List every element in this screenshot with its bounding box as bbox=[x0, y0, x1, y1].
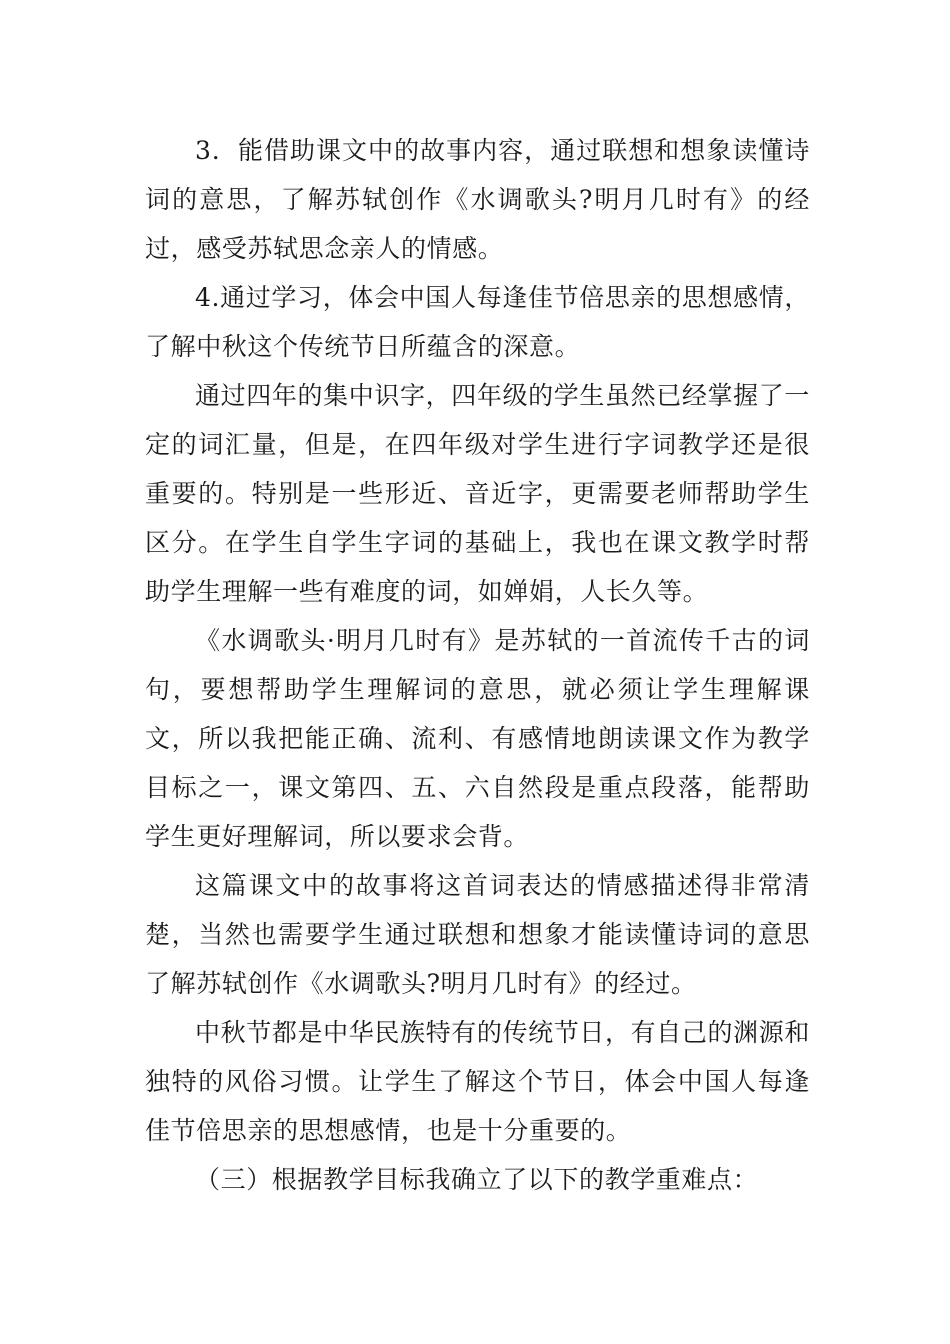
paragraph-vocabulary: 通过四年的集中识字，四年级的学生虽然已经掌握了一定的词汇量，但是，在四年级对学生进行字词教学还是很重要的。特别是一些形近、音近字，更需要老师帮助学生区分。在学生自学生字词的基础上，我也在课文教学时帮助学生理解一些有难度的词，如婵娟，人长久等。 bbox=[145, 381, 810, 606]
paragraph-reading: 《水调歌头·明月几时有》是苏轼的一首流传千古的词句，要想帮助学生理解词的意思，就必须让学生理解课文，所以我把能正确、流利、有感情地朗读课文作为教学目标之一，课文第四、五、六自然段是重点段落，能帮助学生更好理解词，所以要求会背。 bbox=[145, 626, 810, 851]
paragraph-objective-3: 3．能借助课文中的故事内容，通过联想和想象读懂诗词的意思，了解苏轼创作《水调歌头?明月几时有》的经过，感受苏轼思念亲人的情感。 bbox=[145, 136, 810, 263]
document-body bbox=[145, 126, 810, 1204]
paragraph-mid-autumn: 中秋节都是中华民族特有的传统节日，有自己的渊源和独特的风俗习惯。让学生了解这个节日，体会中国人每逢佳节倍思亲的思想感情，也是十分重要的。 bbox=[145, 1018, 810, 1145]
paragraph-story: 这篇课文中的故事将这首词表达的情感描述得非常清楚，当然也需要学生通过联想和想象才能读懂诗词的意思了解苏轼创作《水调歌头?明月几时有》的经过。 bbox=[145, 871, 810, 998]
paragraph-key-points-heading: （三）根据教学目标我确立了以下的教学重难点： bbox=[195, 1165, 759, 1194]
paragraph-objective-4: 4.通过学习，体会中国人每逢佳节倍思亲的思想感情，了解中秋这个传统节日所蕴含的深意。 bbox=[145, 283, 810, 361]
